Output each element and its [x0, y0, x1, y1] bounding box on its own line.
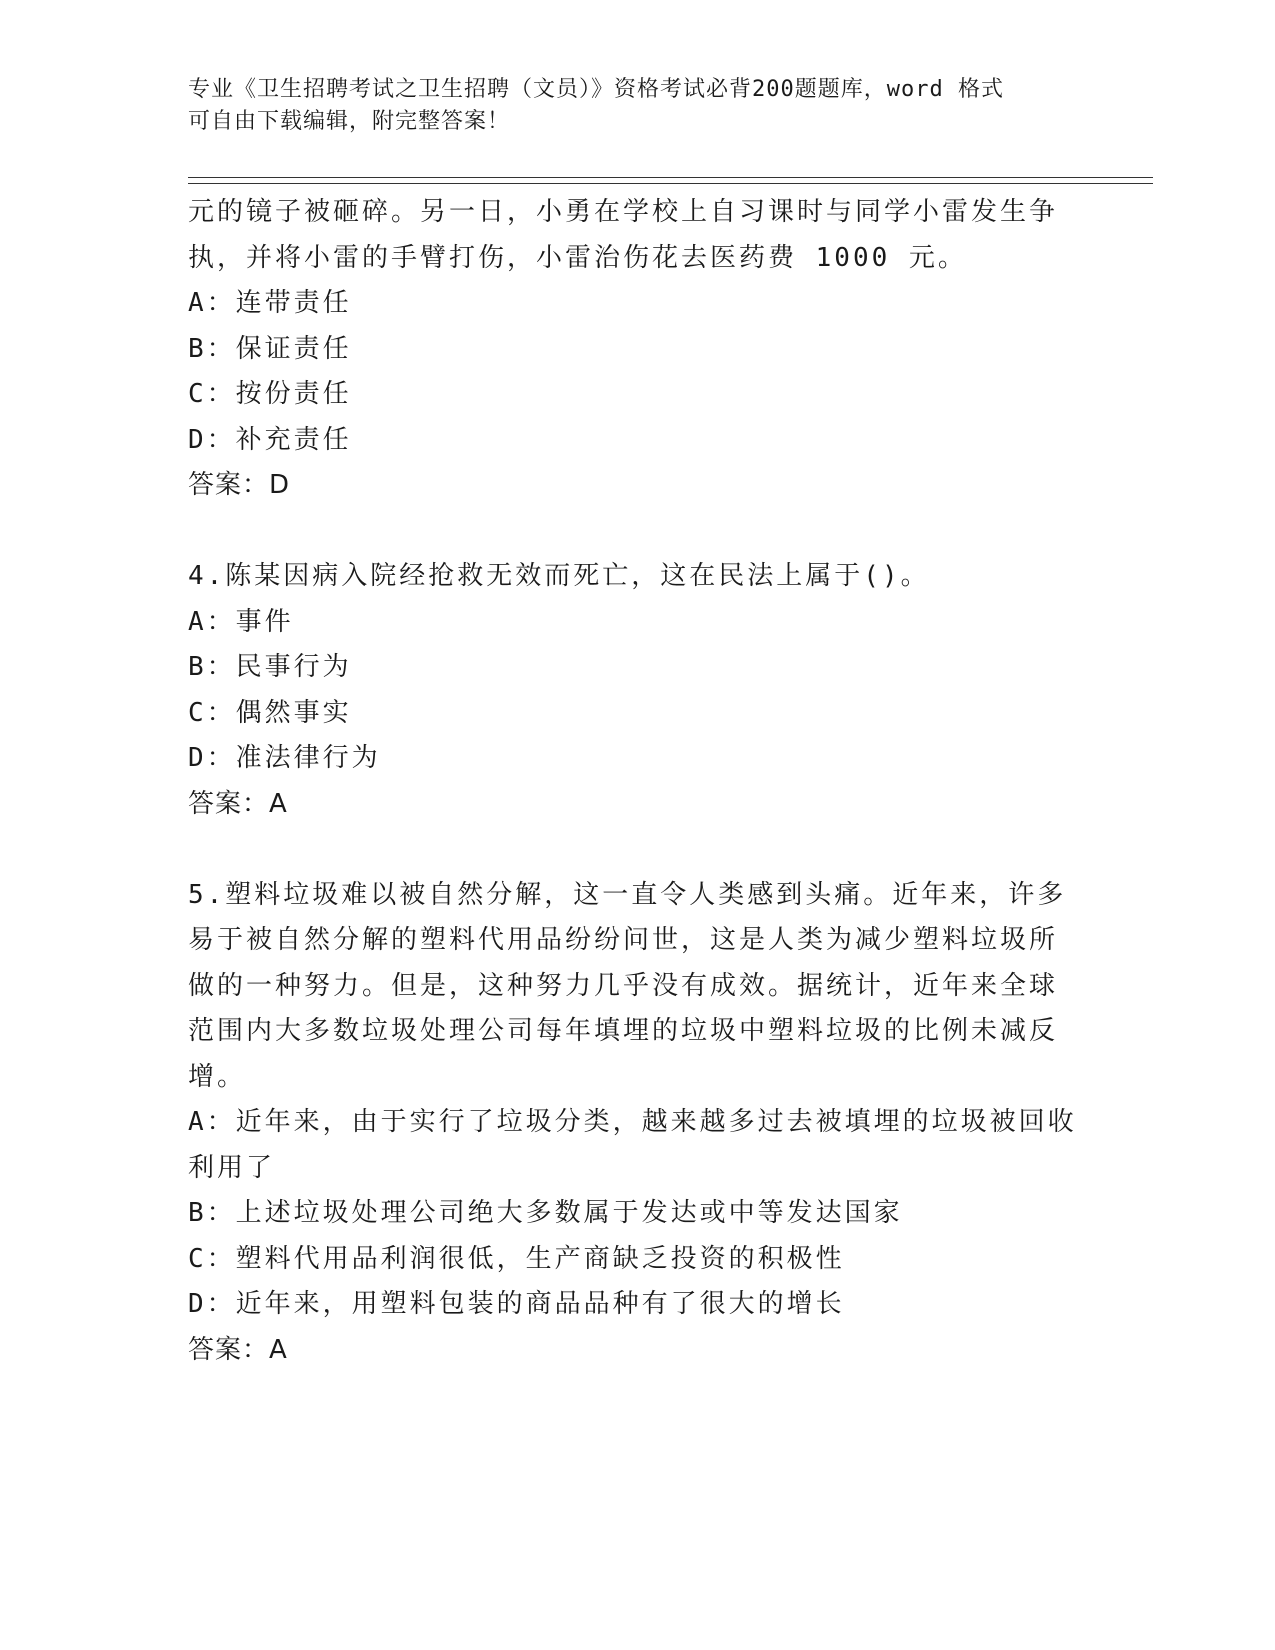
document-body — [188, 190, 1088, 1373]
option-b: B：上述垃圾处理公司绝大多数属于发达或中等发达国家 — [188, 1198, 903, 1228]
question-stem-line: 5.塑料垃圾难以被自然分解，这一直令人类感到头痛。近年来，许多 — [188, 879, 1067, 910]
option-a-continued: 利用了 — [188, 1152, 276, 1183]
header-line-2: 可自由下载编辑，附完整答案！ — [188, 109, 511, 134]
header-divider-top — [188, 177, 1153, 178]
option-a: A：连带责任 — [188, 288, 352, 318]
option-c: C：按份责任 — [188, 379, 352, 409]
question-stem-line: 元的镜子被砸碎。另一日，小勇在学校上自习课时与同学小雷发生争 — [188, 197, 1059, 227]
header-divider-bottom — [188, 183, 1153, 184]
option-d: D：近年来，用塑料包装的商品品种有了很大的增长 — [188, 1289, 845, 1319]
document-header — [188, 74, 1068, 138]
option-b: B：保证责任 — [188, 333, 352, 364]
option-d: D：补充责任 — [188, 424, 352, 455]
question-stem-line: 执，并将小雷的手臂打伤，小雷治伤花去医药费 1000 元。 — [188, 242, 967, 273]
spacer — [188, 509, 1088, 555]
option-d: D：准法律行为 — [188, 743, 381, 773]
option-c: C：塑料代用品利润很低，生产商缺乏投资的积极性 — [188, 1243, 845, 1274]
option-c: C：偶然事实 — [188, 697, 352, 728]
header-line-1: 专业《卫生招聘考试之卫生招聘（文员）》资格考试必背200题题库，word 格式 — [188, 77, 1004, 102]
question-5 — [188, 873, 1088, 1374]
question-stem-line: 增。 — [188, 1061, 247, 1092]
option-b: B：民事行为 — [188, 652, 352, 682]
question-stem-line: 易于被自然分解的塑料代用品纷纷问世，这是人类为减少塑料垃圾所 — [188, 925, 1059, 955]
question-stem-line: 做的一种努力。但是，这种努力几乎没有成效。据统计，近年来全球 — [188, 970, 1059, 1001]
answer-line: 答案：A — [188, 788, 288, 819]
spacer — [188, 827, 1088, 873]
option-a: A：事件 — [188, 606, 294, 637]
answer-line: 答案：A — [188, 1334, 288, 1365]
question-3 — [188, 190, 1088, 509]
option-a: A：近年来，由于实行了垃圾分类，越来越多过去被填埋的垃圾被回收 — [188, 1107, 1077, 1137]
question-stem-line: 范围内大多数垃圾处理公司每年填埋的垃圾中塑料垃圾的比例未减反 — [188, 1016, 1059, 1046]
question-4 — [188, 554, 1088, 827]
question-stem-line: 4.陈某因病入院经抢救无效而死亡，这在民法上属于()。 — [188, 561, 930, 591]
answer-line: 答案：D — [188, 470, 291, 500]
